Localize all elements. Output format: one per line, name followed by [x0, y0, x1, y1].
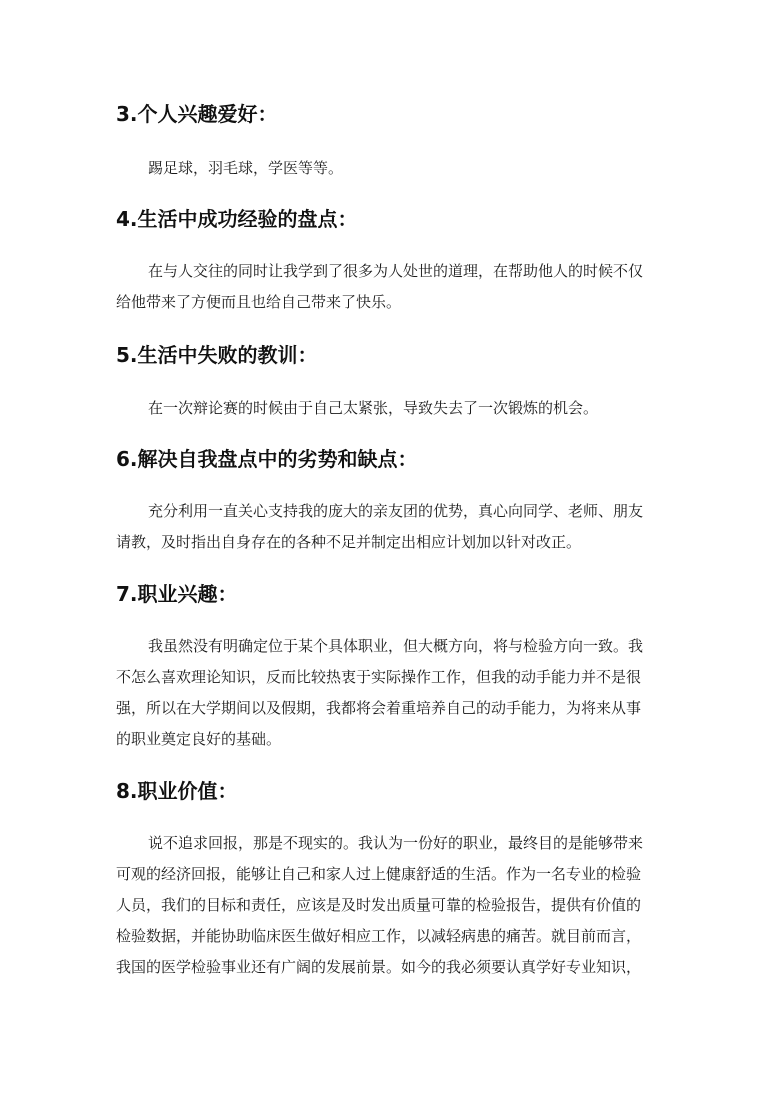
paragraph-line: 给他带来了方便而且也给自己带来了快乐。 — [116, 293, 402, 311]
paragraph-line: 请教，及时指出自身存在的各种不足并制定出相应计划加以针对改正。 — [116, 533, 582, 551]
section-paragraph — [116, 496, 663, 558]
section-paragraph — [116, 393, 663, 424]
section-heading: 7.职业兴趣： — [116, 582, 238, 606]
paragraph-line: 说不追求回报，那是不现实的。我认为一份好的职业，最终目的是能够带来 — [148, 834, 644, 852]
paragraph-line: 可观的经济回报，能够让自己和家人过上健康舒适的生活。作为一名专业的检验 — [116, 865, 642, 883]
section-paragraph — [116, 153, 663, 184]
section-paragraph — [116, 256, 663, 318]
section-heading: 6.解决自我盘点中的劣势和缺点： — [116, 447, 418, 471]
section-heading: 5.生活中失败的教训： — [116, 343, 318, 367]
section-paragraph — [116, 631, 663, 755]
paragraph-line: 的职业奠定良好的基础。 — [116, 730, 282, 748]
paragraph-line: 强，所以在大学期间以及假期，我都将会着重培养自己的动手能力，为将来从事 — [116, 699, 642, 717]
paragraph-line: 不怎么喜欢理论知识，反而比较热衷于实际操作工作，但我的动手能力并不是很 — [116, 668, 642, 686]
paragraph-line: 人员，我们的目标和责任，应该是及时发出质量可靠的检验报告，提供有价值的 — [116, 896, 642, 914]
section-paragraph — [116, 828, 663, 983]
paragraph-line: 在一次辩论赛的时候由于自己太紧张，导致失去了一次锻炼的机会。 — [148, 399, 599, 417]
paragraph-line: 充分利用一直关心支持我的庞大的亲友团的优势，真心向同学、老师、朋友 — [148, 502, 644, 520]
section-heading: 3.个人兴趣爱好： — [116, 102, 278, 126]
paragraph-line: 检验数据，并能协助临床医生做好相应工作，以减轻病患的痛苦。就目前而言， — [116, 927, 642, 945]
paragraph-line: 我虽然没有明确定位于某个具体职业，但大概方向，将与检验方向一致。我 — [148, 637, 644, 655]
paragraph-line: 我国的医学检验事业还有广阔的发展前景。如今的我必须要认真学好专业知识， — [116, 958, 642, 976]
paragraph-line: 在与人交往的同时让我学到了很多为人处世的道理，在帮助他人的时候不仅 — [148, 262, 644, 280]
paragraph-line: 踢足球，羽毛球，学医等等。 — [148, 159, 344, 177]
section-heading: 4.生活中成功经验的盘点： — [116, 207, 358, 231]
section-heading: 8.职业价值： — [116, 779, 238, 803]
